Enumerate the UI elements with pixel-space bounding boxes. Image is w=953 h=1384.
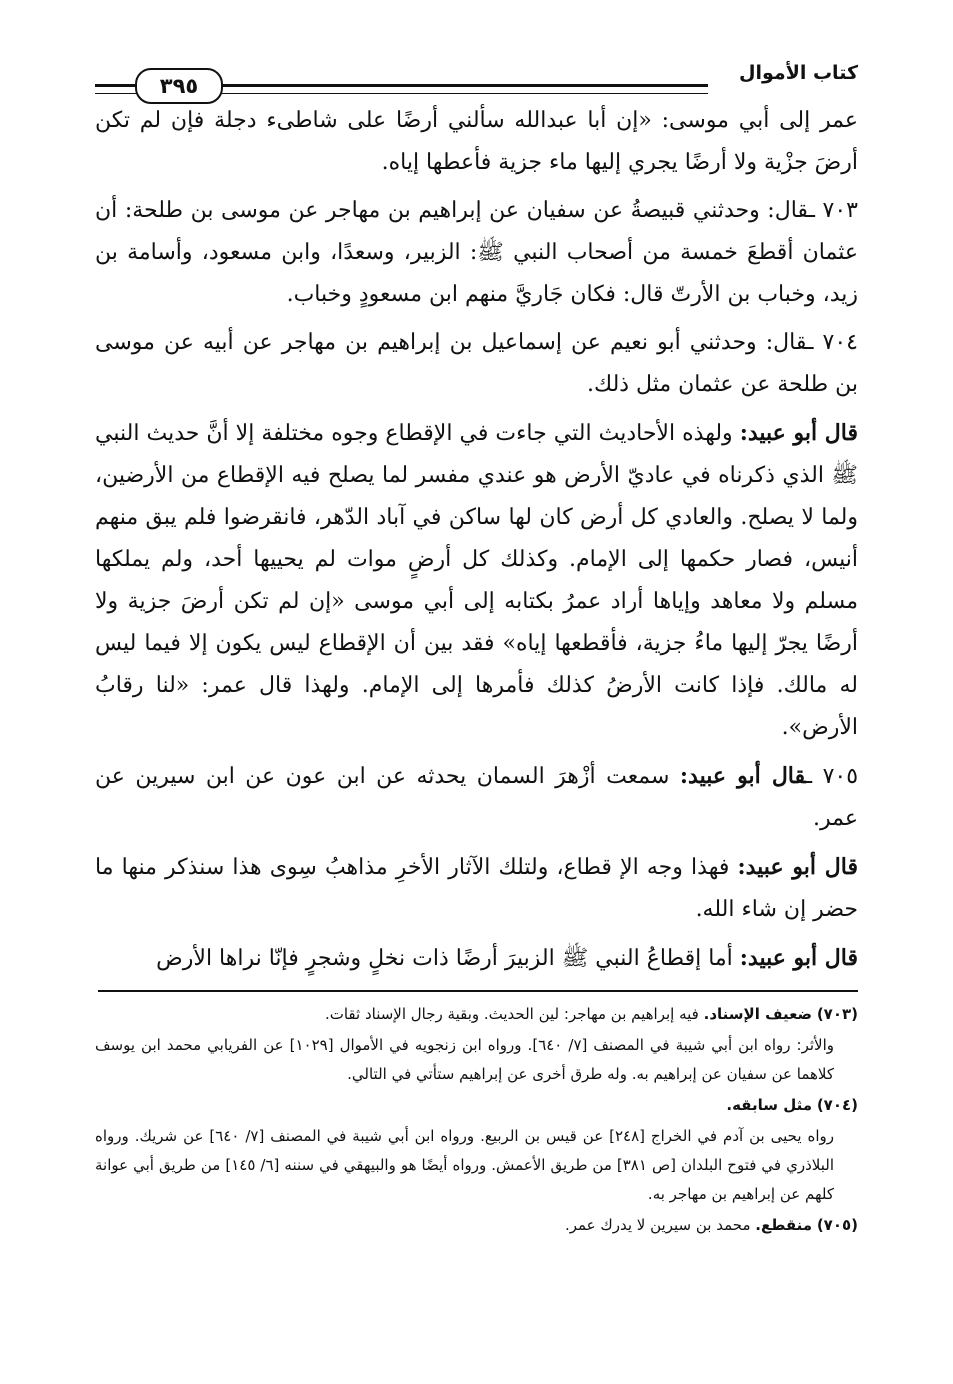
paragraph-text: عمر إلى أبي موسى: «إن أبا عبدالله سألني أرضًا على شاطىء دجلة فإن لم تكن أرضَ جزْية ولا أرضًا يجري إليها ماء جزية فأعطها إياه. [95,108,858,175]
speaker-label: قال أبو عبيد: [737,854,858,880]
footnote [95,1031,858,1089]
footnote [95,1211,858,1240]
paragraph-text: سمعت أزْهرَ السمان يحدثه عن ابن عون عن ابن سيرين عن عمر. [95,764,858,831]
speaker-label: قال أبو عبيد: [679,763,806,789]
page-header [95,60,858,100]
book-title: كتاب الأموال [739,62,858,84]
speaker-label: قال أبو عبيد: [739,945,858,971]
footnote-grade: ضعيف الإسناد. [703,1005,813,1023]
footnote [95,1091,858,1120]
hadith-number: ٧٠٣ ـ [808,198,858,223]
paragraph [95,190,858,316]
paragraph-text: ولهذه الأحاديث التي جاءت في الإقطاع وجوه مختلفة إلا أنَّ حديث النبي ﷺ الذي ذكرناه في عاديّ الأرض هو عندي مفسر لما يصلح فيه الإقطاع من الأرضين، ولما لا يصلح. والعادي كل أرض كان لها ساكن في آباد الدّهر، فانقرضوا فلم يبق منهم أنيس، فصار حكمها إلى الإمام. وكذلك كل أرضٍ موات لم يحييها أحد، ولم يملكها مسلم ولا معاهد وإياها أراد عمرُ بكتابه إلى أبي موسى «إن لم تكن أرضَ جزية ولا أرضًا يجرّ إليها ماءُ جزية، فأقطعها إياه» فقد بين أن الإقطاع ليس يكون إلا فيما ليس له مالك. فإذا كانت الأرضُ كذلك فأمرها إلى الإمام. ولهذا قال عمر: «لنا رقابُ الأرض». [95,421,858,740]
footnote-text: رواه يحيى بن آدم في الخراج [٢٤٨] عن قيس بن الربيع. ورواه ابن أبي شيبة في المصنف [٧/ ٦٤٠] عن شريك. ورواه البلاذري في فتوح البلدان [ص ٣٨١] من طريق الأعمش. ورواه أيضًا هو والبيهقي في سننه [٦/ ١٤٥] من طريق أبي عوانة كلهم عن إبراهيم بن مهاجر به. [95,1127,834,1203]
footnote [95,1000,858,1029]
hadith-number: ٧٠٤ ـ [806,330,858,355]
hadith-number: ٧٠٥ ـ [805,764,859,789]
page-number: ٣٩٥ [135,68,223,104]
paragraph [95,755,858,840]
footnote-grade: مثل سابقه. [726,1096,813,1114]
paragraph [95,937,858,980]
footnote [95,1122,858,1209]
footnote-grade: منقطع. [755,1216,813,1234]
main-text [95,100,858,980]
speaker-label: قال أبو عبيد: [739,420,859,446]
paragraph [95,100,858,184]
footnote-number: (٧٠٣) [816,1005,858,1023]
paragraph [95,846,858,931]
footnote-text: والأثر: رواه ابن أبي شيبة في المصنف [٧/ ٦٤٠]. ورواه ابن زنجويه في الأموال [١٠٢٩] عن الفريابي محمد ابن يوسف كلاهما عن سفيان عن إبراهيم به. وله طرق أخرى عن إبراهيم ستأتي في التالي. [95,1036,834,1083]
paragraph-text: فهذا وجه الإ قطاع، ولتلك الآثار الأخرِ مذاهبُ سِوى هذا سنذكر منها ما حضر إن شاء الله. [95,855,858,922]
footnote-text: محمد بن سيرين لا يدرك عمر. [564,1216,751,1234]
paragraph-text: قال: وحدثني أبو نعيم عن إسماعيل بن إبراهيم بن مهاجر عن أبيه عن موسى بن طلحة عن عثمان مثل ذلك. [95,330,858,397]
paragraph-text: أما إقطاعُ النبي ﷺ الزبيرَ أرضًا ذات نخلٍ وشجرٍ فإنّا نراها الأرض [156,946,733,971]
footnote-number: (٧٠٤) [816,1096,858,1114]
paragraph [95,322,858,406]
footnote-number: (٧٠٥) [816,1216,858,1234]
paragraph [95,412,858,749]
footnote-divider [98,990,858,992]
paragraph-text: قال: وحدثني قبيصةُ عن سفيان عن إبراهيم بن مهاجر عن موسى بن طلحة: أن عثمان أقطعَ خمسة من أصحاب النبي ﷺ: الزبير، وسعدًا، وابن مسعود، وأسامة بن زيد، وخباب بن الأرتّ قال: فكان جَاريَّ منهم ابن مسعودٍ وخباب. [95,198,858,307]
footnote-text: فيه إبراهيم بن مهاجر: لين الحديث. وبقية رجال الإسناد ثقات. [324,1005,699,1023]
footnotes [95,1000,858,1240]
